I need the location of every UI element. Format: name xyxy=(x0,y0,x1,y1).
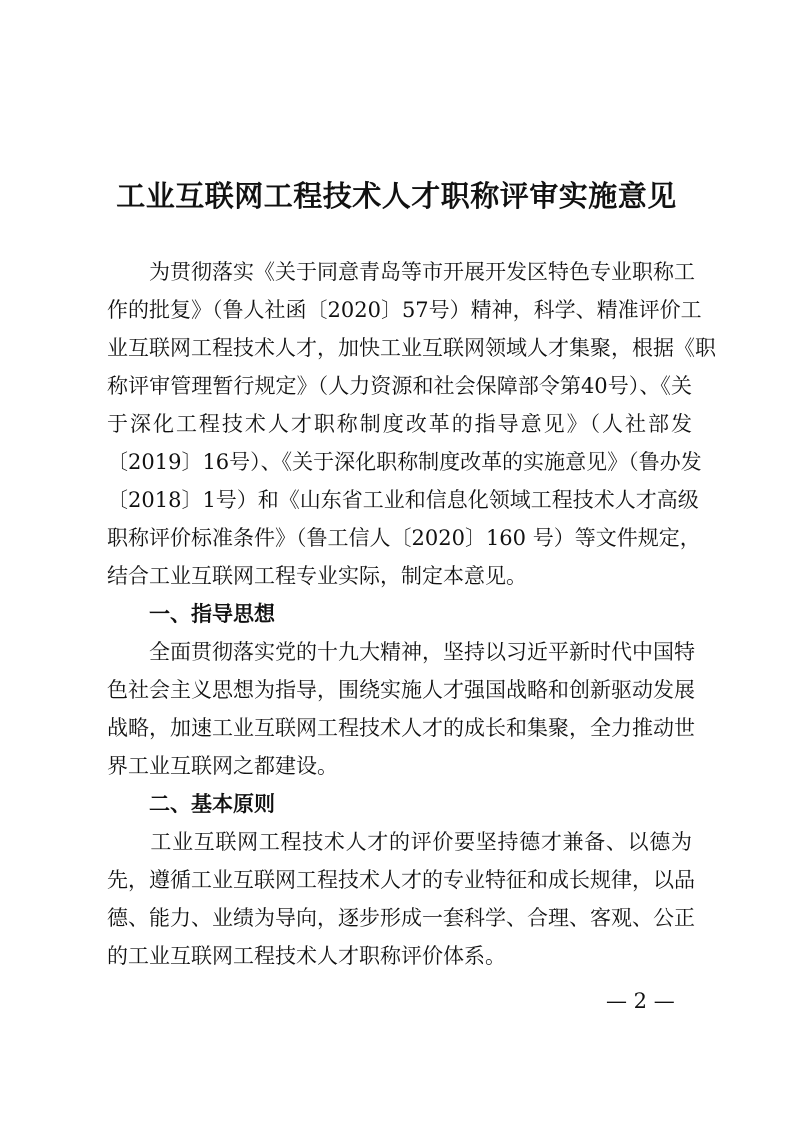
text-line: 于深化工程技术人才职称制度改革的指导意见》（人社部发 xyxy=(107,412,692,436)
text-line: 界工业互联网之都建设。 xyxy=(107,754,338,778)
text-line: 职称评价标准条件》（鲁工信人〔2020〕160 号）等文件规定， xyxy=(107,526,701,550)
text-line: 德、能力、业绩为导向，逐步形成一套科学、合理、客观、公正 xyxy=(107,906,695,930)
text-line: 业互联网工程技术人才，加快工业互联网领域人才集聚，根据《职 xyxy=(107,336,716,360)
text-line: 为贯彻落实《关于同意青岛等市开展开发区特色专业职称工 xyxy=(107,260,695,284)
guiding-ideology-paragraph xyxy=(107,633,695,785)
intro-paragraph xyxy=(107,253,716,595)
text-line: 称评审管理暂行规定》（人力资源和社会保障部令第40号）、《关 xyxy=(107,374,692,398)
text-line: 结合工业互联网工程专业实际，制定本意见。 xyxy=(107,564,527,588)
section-heading-basic-principles: 二、基本原则 xyxy=(149,792,275,816)
basic-principles-paragraph xyxy=(107,823,695,975)
document-body xyxy=(107,253,716,975)
text-line: 的工业互联网工程技术人才职称评价体系。 xyxy=(107,944,506,968)
text-line: 色社会主义思想为指导，围绕实施人才强国战略和创新驱动发展 xyxy=(107,678,695,702)
section-heading-guiding-ideology: 一、指导思想 xyxy=(149,602,275,626)
text-line: 〔2019〕16号）、《关于深化职称制度改革的实施意见》（鲁办发 xyxy=(107,450,702,474)
document-title: 工业互联网工程技术人才职称评审实施意见 xyxy=(116,179,677,213)
text-line: 工业互联网工程技术人才的评价要坚持德才兼备、以德为 xyxy=(107,830,692,854)
text-line: 先，遵循工业互联网工程技术人才的专业特征和成长规律，以品 xyxy=(107,868,695,892)
page-number: — 2 — xyxy=(606,989,675,1013)
text-line: 战略，加速工业互联网工程技术人才的成长和集聚，全力推动世 xyxy=(107,716,695,740)
text-line: 〔2018〕1号）和《山东省工业和信息化领域工程技术人才高级 xyxy=(107,488,699,512)
text-line: 全面贯彻落实党的十九大精神，坚持以习近平新时代中国特 xyxy=(107,640,695,664)
text-line: 作的批复》（鲁人社函〔2020〕57号）精神，科学、精准评价工 xyxy=(107,298,702,322)
